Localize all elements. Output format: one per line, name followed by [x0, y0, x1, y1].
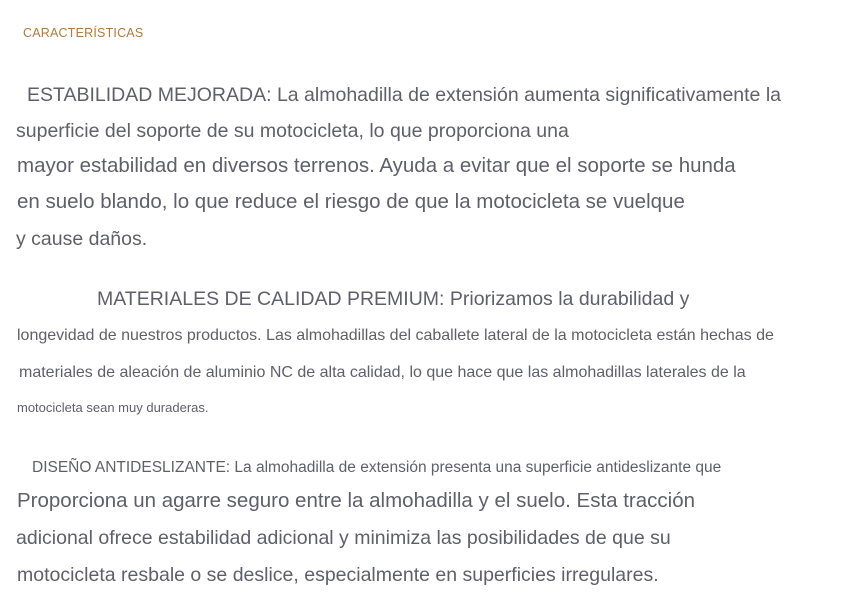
text-line: ESTABILIDAD MEJORADA: La almohadilla de extensión aumenta significativamente la	[27, 84, 781, 106]
text-line: motocicleta sean muy duraderas.	[17, 400, 209, 415]
text-line: DISEÑO ANTIDESLIZANTE: La almohadilla de extensión presenta una superficie antideslizante que	[32, 459, 722, 476]
text-line: superficie del soporte de su motocicleta, lo que proporciona una	[16, 120, 569, 142]
text-line: Proporciona un agarre seguro entre la almohadilla y el suelo. Esta tracción	[17, 489, 696, 512]
text-line: en suelo blando, lo que reduce el riesgo de que la motocicleta se vuelque	[17, 190, 685, 213]
text-line: mayor estabilidad en diversos terrenos. Ayuda a evitar que el soporte se hunda	[17, 154, 736, 177]
text-line: motocicleta resbale o se deslice, especialmente en superficies irregulares.	[17, 564, 659, 586]
text-line: materiales de aleación de aluminio NC de alta calidad, lo que hace que las almohadillas laterales de la	[19, 364, 746, 381]
text-line: adicional ofrece estabilidad adicional y minimiza las posibilidades de que su	[16, 527, 671, 549]
text-line: y cause daños.	[16, 228, 148, 250]
text-line: MATERIALES DE CALIDAD PREMIUM: Priorizamos la durabilidad y	[97, 288, 690, 310]
section-heading: CARACTERÍSTICAS	[23, 26, 144, 40]
text-line: longevidad de nuestros productos. Las almohadillas del caballete lateral de la motocicleta están hechas de	[17, 327, 774, 344]
